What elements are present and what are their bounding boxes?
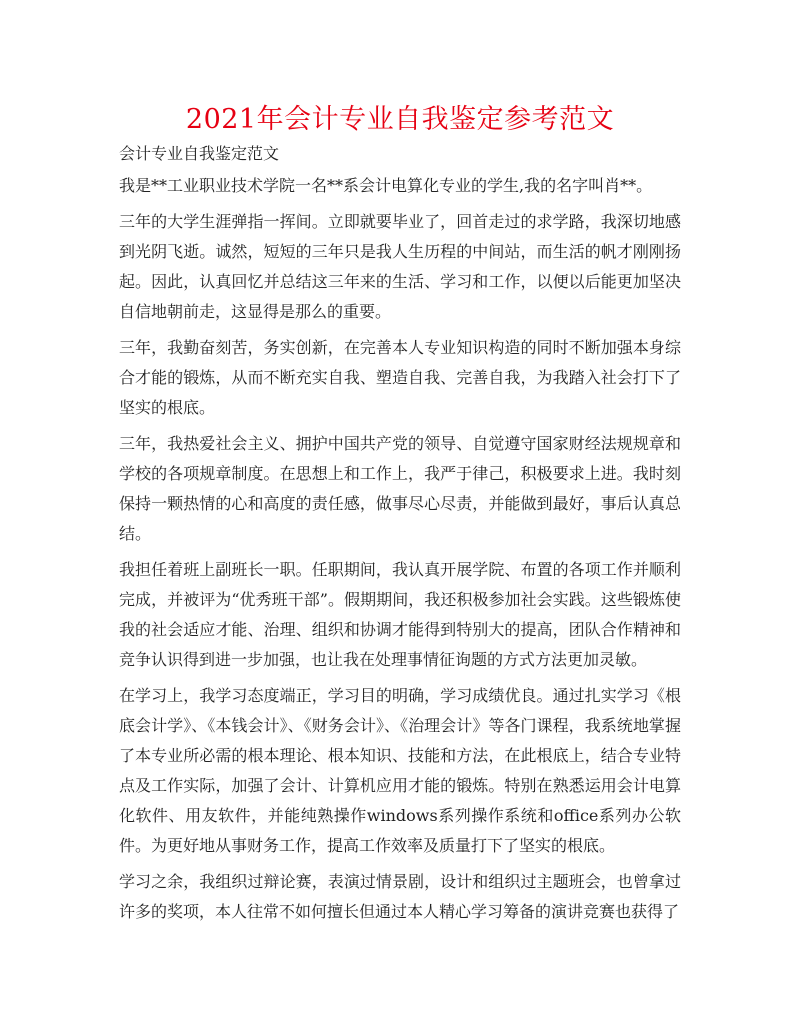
paragraph: 三年，我热爱社会主义、拥护中国共产党的领导、自觉遵守国家财经法规规章和学校的各项规章制度。在思想上和工作上，我严于律己，积极要求上进。我时刻保持一颗热情的心和高度的责任感，做事尽心尽责，并能做到最好，事后认真总结。	[119, 434, 681, 543]
paragraph: 我是**工业职业技术学院一名**系会计电算化专业的学生,我的名字叫肖**。	[119, 176, 653, 195]
paragraph: 学习之余，我组织过辩论赛，表演过情景剧，设计和组织过主题班会，也曾拿过许多的奖项，本人往常不如何擅长但通过本人精心学习筹备的演讲竞赛也获得了	[119, 872, 681, 921]
paragraph: 三年，我勤奋刻苦，务实创新，在完善本人专业知识构造的同时不断加强本身综合才能的锻炼，从而不断充实自我、塑造自我、完善自我，为我踏入社会打下了坚实的根底。	[119, 338, 681, 417]
document-subtitle: 会计专业自我鉴定范文	[119, 144, 280, 163]
document-title: 2021年会计专业自我鉴定参考范文	[185, 104, 615, 135]
paragraph: 三年的大学生涯弹指一挥间。立即就要毕业了，回首走过的求学路，我深切地感到光阴飞逝。诚然，短短的三年只是我人生历程的中间站，而生活的帆才刚刚扬起。因此，认真回忆并总结这三年来的生活、学习和工作，以便以后能更加坚决自信地朝前走，这显得是那么的重要。	[119, 212, 681, 321]
paragraph: 我担任着班上副班长一职。任职期间，我认真开展学院、布置的各项工作并顺利完成，并被评为“优秀班干部”。假期期间，我还积极参加社会实践。这些锻炼使我的社会适应才能、治理、组织和协调才能得到特别大的提高，团队合作精神和竞争认识得到进一步加强，也让我在处理事情征询题的方式方法更加灵敏。	[119, 560, 681, 669]
paragraph: 在学习上，我学习态度端正，学习目的明确，学习成绩优良。通过扎实学习《根底会计学》、《本钱会计》、《财务会计》、《治理会计》等各门课程，我系统地掌握了本专业所必需的根本理论、根本知识、技能和方法，在此根底上，结合专业特点及工作实际，加强了会计、计算机应用才能的锻炼。特别在熟悉运用会计电算化软件、用友软件，并能纯熟操作windows系列操作系统和office系列办公软件。为更好地从事财务工作，提高工作效率及质量打下了坚实的根底。	[119, 686, 681, 855]
document-body	[119, 171, 681, 933]
